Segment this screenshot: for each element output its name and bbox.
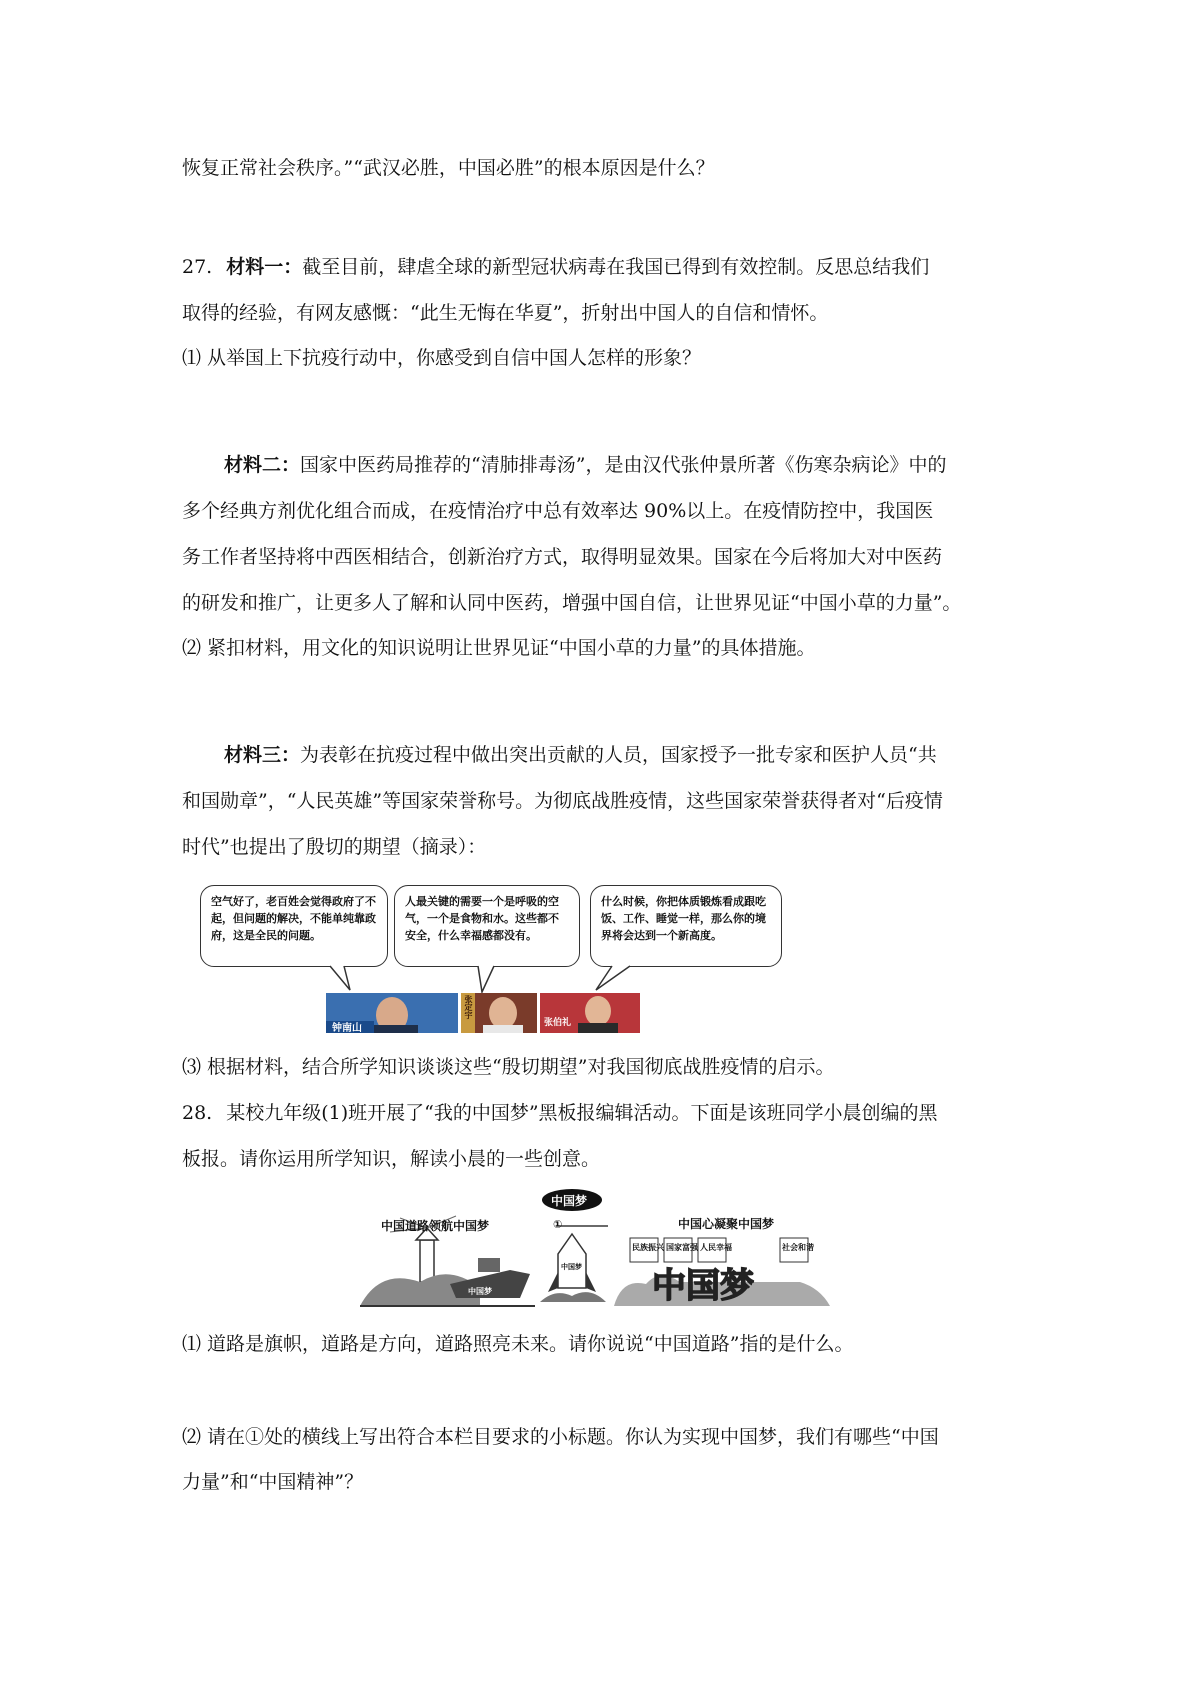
text: 国家中医药局推荐的“清肺排毒汤”，是由汉代张仲景所著《伤寒杂病论》中的 [300,454,947,476]
poster-tag: 社会和谐 [782,1243,814,1252]
poster-tag: 民族振兴 [632,1243,664,1252]
poster-center-title: 中国梦 [551,1194,588,1208]
poster-tag: 人民幸福 [700,1243,732,1252]
text-line: 恢复正常社会秩序。”“武汉必胜，中国必胜”的根本原因是什么？ [182,157,715,179]
material-label: 材料二： [224,454,301,476]
text-line: 多个经典方剂优化组合而成，在疫情治疗中总有效率达 90%以上。在疫情防控中，我国医 [182,500,934,522]
sub-question: ⑴ 从举国上下抗疫行动中，你感受到自信中国人怎样的形象？ [182,347,702,369]
poster-left-heading: 中国道路领航中国梦 [381,1219,490,1233]
sub-question: ⑵ 请在①处的横线上写出符合本栏目要求的小标题。你认为实现中国梦，我们有哪些“中国 [182,1426,939,1448]
speech-bubble: 什么时候，你把体质锻炼看成跟吃饭、工作、睡觉一样，那么你的境界将会达到一个新高度。 [590,885,782,967]
text-line: 和国勋章”，“人民英雄”等国家荣誉称号。为彻底战胜疫情，这些国家荣誉获得者对“后疫情 [182,790,943,812]
text-line: 务工作者坚持将中西医相结合，创新治疗方式，取得明显效果。国家在今后将加大对中医药 [182,546,943,568]
poster-tag: 国家富强 [666,1243,698,1252]
blank-marker: ① [553,1218,563,1231]
question-28-intro [182,1104,938,1123]
ship-label: 中国梦 [468,1287,492,1296]
sub-question: ⑶ 根据材料，结合所学知识谈谈这些“殷切期望”对我国彻底战胜疫情的启示。 [182,1056,835,1078]
text: 截至目前，肆虐全球的新型冠状病毒在我国已得到有效控制。反思总结我们 [302,256,930,278]
rocket-label: 中国梦 [561,1263,582,1271]
portrait-photo [461,993,537,1033]
photo-caption: 张定宇 [464,995,473,1019]
sub-question: ⑵ 紧扣材料，用文化的知识说明让世界见证“中国小草的力量”的具体措施。 [182,637,816,659]
poster-illustration [360,1188,830,1310]
text: 某校九年级(1)班开展了“我的中国梦”黑板报编辑活动。下面是该班同学小晨创编的黑 [226,1102,938,1124]
speech-bubble: 空气好了，老百姓会觉得政府了不起，但问题的解决，不能单纯靠政府，这是全民的问题。 [200,885,388,967]
speech-bubble: 人最关键的需要一个是呼吸的空气，一个是食物和水。这些都不安全，什么幸福感都没有。 [394,885,580,967]
sub-question: ⑴ 道路是旗帜，道路是方向，道路照亮未来。请你说说“中国道路”指的是什么。 [182,1333,854,1355]
portrait-photo [326,993,458,1033]
photo-caption: 钟南山 [332,1023,362,1033]
question-number: 28. [182,1102,213,1124]
photo-caption: 张伯礼 [544,1018,572,1028]
text-line: 力量”和“中国精神”？ [182,1471,364,1493]
text-line: 的研发和推广，让更多人了解和认同中医药，增强中国自信，让世界见证“中国小草的力量”。 [182,592,962,614]
text-line: 板报。请你运用所学知识，解读小晨的一些创意。 [182,1148,601,1170]
material-label: 材料一： [226,256,303,278]
poster-big-text: 中国梦 [652,1266,754,1306]
poster-right-heading: 中国心凝聚中国梦 [678,1217,775,1231]
text-line: 取得的经验，有网友感慨：“此生无悔在华夏”，折射出中国人的自信和情怀。 [182,302,829,324]
portrait-photo [540,993,640,1033]
text: 为表彰在抗疫过程中做出突出贡献的人员，国家授予一批专家和医护人员“共 [300,744,937,766]
material-label: 材料三： [224,744,301,766]
question-number: 27. [182,256,213,278]
text-line: 时代”也提出了殷切的期望（摘录）： [182,836,487,858]
